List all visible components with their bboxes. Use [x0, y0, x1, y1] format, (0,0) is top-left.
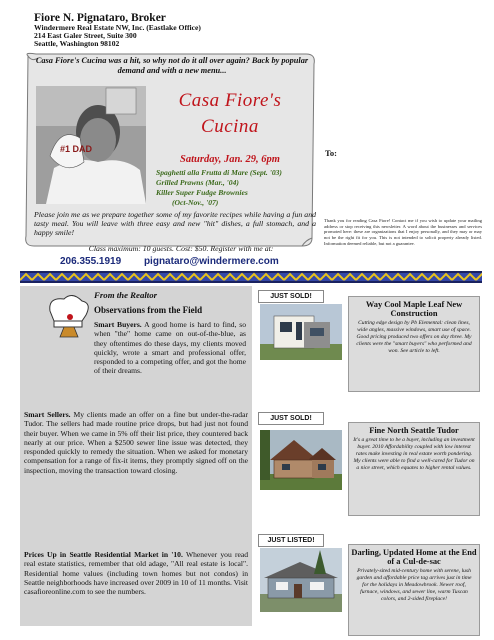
- realtor-column: [20, 286, 252, 626]
- article-prices-up: [24, 550, 248, 596]
- disclaimer-text: Thank you for reading Casa Fiore! Contact me if you wish to update your mailing address or stop receiving this newsletter. A word about the businesses and services promoted here: these are organizations that I enjoy personally, and they may or may not be the right fit for you. This is not intended to solicit property already listed. Information deemed reliable, but not a guarantee.: [324, 218, 482, 246]
- article-text: My clients made an offer on a fine but under-the-radar Tudor. The sellers had made routine price drops, but had just not found their buyer. When we came in 5% off their list price, they countered back nearly at our price. When a $2500 sewer line issue was detected, they responded quickly to remedy the situation. When we asked for monetary compensation for a range of fix-it items, they promptly signed off on the inspection, moving the transaction toward closing.: [24, 410, 249, 475]
- house-photo: [260, 430, 342, 490]
- house-photo: [260, 304, 342, 360]
- listing-title: Fine North Seattle Tudor: [369, 426, 459, 435]
- menu-item: Grilled Prawns (Mar., '04): [156, 178, 239, 188]
- listing-card: [258, 534, 482, 634]
- article-lead: Smart Buyers.: [94, 320, 142, 329]
- listing-text-box: [348, 296, 480, 392]
- listing-text-box: [348, 422, 480, 516]
- article-text: Whenever you read real estate statistics, remember that old adage, "All real estate is local". Residential home values (including town homes but not condos) in Seattle neighborhoods have increased over 2009 in 10 of 11 months. Visit casafioreonline.com to see the numbers.: [24, 550, 249, 596]
- email-link[interactable]: pignataro@windermere.com: [143, 256, 279, 267]
- apron-text: #1 DAD: [60, 144, 93, 154]
- event-date: Saturday, Jan. 29, 6pm: [180, 154, 280, 165]
- column-header: From the Realtor: [94, 290, 158, 300]
- event-title: Casa Fiore's Cucina: [178, 90, 282, 137]
- article-text: A good home is hard to find, so when "the" home came on out-of-the-blue, as they oftentimes do these days, my clients moved quickly, wrote a smart and professional offer, responded to a competing offer, and got the home of their dreams.: [94, 320, 246, 376]
- listing-title: Way Cool Maple Leaf New Construction: [365, 300, 463, 319]
- chef-photo: [36, 86, 146, 204]
- sender-company: Windermere Real Estate NW, Inc. (Eastlake Office): [34, 23, 201, 33]
- house-photo: [260, 548, 342, 612]
- listing-card: [258, 290, 482, 394]
- menu-item: Killer Super Fudge Brownies: [156, 188, 248, 198]
- listing-badge: JUST LISTED!: [258, 534, 324, 547]
- listing-text-box: [348, 544, 480, 636]
- phone-number[interactable]: 206.355.1919: [60, 256, 122, 267]
- article-smart-buyers: [94, 320, 246, 376]
- menu-item: Spaghetti alla Frutta di Mare (Sept. '03): [156, 168, 282, 177]
- decorative-border-band: [20, 270, 482, 282]
- flyer-pitch: Please join me as we prepare together some of my favorite recipes while having a fun and tasty meal. You will leave with three easy and new "hit" dishes, a full stomach, and a happy smile!: [34, 210, 316, 238]
- listing-badge: JUST SOLD!: [258, 290, 324, 303]
- class-info: Class maximum: 10 guests. Cost: $50. Register with me at:: [88, 244, 274, 253]
- listing-description: Privately-sited mid-century home with serene, lush garden and affordable price tag arrives just in time for the holidays in Meadowbrook. Newer roof, furnace, windows, and sewer line, warm Tuscan colors, and 2-sided fireplace!: [356, 568, 472, 603]
- listing-card: [258, 412, 482, 518]
- sender-name: Fiore N. Pignataro, Broker: [34, 12, 166, 24]
- chef-hat-icon: [44, 293, 92, 339]
- column-subheader: Observations from the Field: [94, 305, 203, 315]
- listing-description: It's a great time to be a buyer, including an investment buyer. 2010 Affordability coupled with low interest rates make investing in real estate worth pondering. My clients were able to find a well-cared for Tudor on a nice street, which equates to higher rental values.: [353, 437, 475, 472]
- sender-city: Seattle, Washington 98102: [34, 39, 120, 48]
- menu-list: [156, 168, 306, 208]
- sender-address-block: [34, 12, 294, 48]
- listing-description: Cutting edge design by Pb Elemental: clean lines, wide angles, massive windows, smart use of space. Good pricing produced two offers on day three. My clients were the "smart buyers" who performed and won. See article to left.: [356, 320, 472, 355]
- menu-item: (Oct-Nov., '07): [172, 198, 219, 208]
- article-lead: Smart Sellers.: [24, 410, 71, 419]
- contact-line: [60, 256, 320, 267]
- zigzag-border: [20, 271, 482, 283]
- listing-title: Darling, Updated Home at the End of a Cul-de-sac: [351, 548, 477, 567]
- flyer-intro: Casa Fiore's Cucina was a hit, so why not do it all over again? Back by popular demand and with a new menu...: [35, 56, 309, 75]
- article-lead: Prices Up in Seattle Residential Market in '10.: [24, 550, 183, 559]
- article-smart-sellers: [24, 410, 248, 475]
- listing-badge: JUST SOLD!: [258, 412, 324, 425]
- to-label: To:: [325, 148, 337, 158]
- sender-street: 214 East Galer Street, Suite 300: [34, 31, 137, 41]
